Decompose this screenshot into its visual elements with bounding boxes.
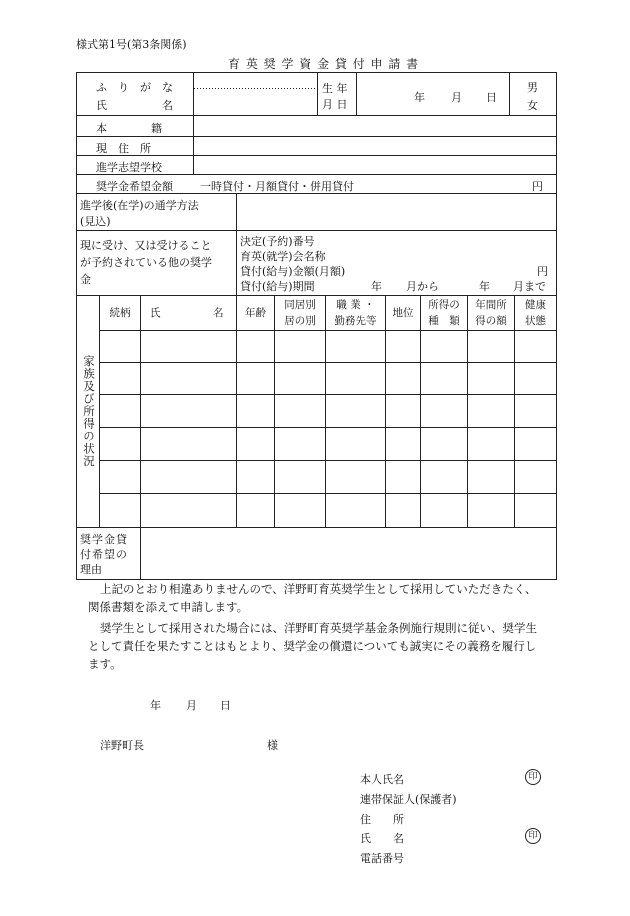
header-job-2: 勤務先等: [334, 315, 377, 327]
period-month-to: 月まで: [513, 280, 546, 293]
guarantor-label: 連帯保証人(保護者): [360, 793, 457, 806]
birth-day: 日: [486, 91, 497, 104]
reason-label-2: 付希望の: [80, 548, 128, 561]
birth-year: 年: [414, 91, 425, 104]
monthly-amount-label: 貸付(給与)金額(月額): [240, 265, 346, 278]
reason-label-1: 奨学金貸: [80, 533, 128, 546]
birth-label-2: 月 日: [322, 98, 348, 111]
guarantor-name-label: 氏 名: [360, 832, 404, 845]
header-income-type-2: 種 類: [428, 315, 460, 327]
date-day: 日: [220, 699, 231, 712]
page-title: 育 英 奨 学 資 金 貸 付 申 請 書: [228, 57, 420, 71]
other-scholarship-label-2: が予約されている他の奨学: [80, 256, 212, 269]
period-label: 貸付(給与)期間: [240, 280, 315, 293]
header-income-amount-2: 得の額: [475, 315, 507, 327]
header-health-1: 健康: [525, 299, 546, 311]
guarantor-phone-label: 電話番号: [360, 852, 404, 865]
header-name-1: 氏: [150, 307, 161, 319]
amount-label: 奨学金希望金額: [96, 180, 173, 193]
period-year-from: 年: [371, 280, 382, 293]
header-job-1: 職 業 ・: [336, 299, 375, 311]
guarantor-address-label: 住 所: [360, 813, 404, 826]
header-income-amount-1: 年間所: [475, 299, 507, 311]
birth-month: 月: [451, 91, 462, 104]
seal-icon: 印: [525, 828, 541, 844]
monthly-amount-yen: 円: [537, 265, 548, 278]
header-income-type-1: 所得の: [428, 299, 460, 311]
amount-yen: 円: [532, 180, 543, 193]
commute-label-1: 進学後(在学)の通学方法: [80, 199, 199, 212]
commute-label-2: (見込): [80, 215, 111, 228]
header-age: 年齢: [245, 307, 266, 319]
header-cohabit-1: 同居別: [284, 299, 316, 311]
birth-label-1: 生 年: [322, 82, 348, 95]
date-month: 月: [186, 699, 197, 712]
period-year-to: 年: [479, 280, 490, 293]
reason-label-3: 理由: [80, 563, 102, 576]
amount-options: 一時貸付・月額貸付・併用貸付: [200, 180, 354, 193]
form-number: 様式第1号(第3条関係): [76, 38, 187, 51]
header-position: 地位: [392, 307, 414, 319]
declaration-p2-l3: ます。: [88, 657, 122, 671]
header-health-2: 状態: [525, 315, 546, 327]
gender-male: 男: [527, 81, 538, 94]
declaration-p2-l2: として責任を果たすことはもとより、奨学金の償還についても誠実にその義務を履行し: [88, 639, 537, 653]
header-name-2: 名: [213, 307, 224, 319]
period-month-from: 月から: [406, 280, 439, 293]
school-label: 進学志望学校: [96, 161, 162, 174]
other-scholarship-label-3: 金: [80, 273, 91, 286]
declaration-p1-l2: 関係書類を添えて申請します。: [88, 600, 249, 614]
header-relation: 続柄: [109, 307, 131, 319]
declaration-p1-l1: 上記のとおり相違ありませんので、洋野町育英奨学生として採用していただきたく、: [100, 582, 537, 596]
honseki-label: 本 籍: [96, 122, 162, 135]
other-scholarship-label-1: 現に受け、又は受けること: [80, 239, 212, 252]
addressee-sama: 様: [267, 739, 278, 752]
furigana-label: ふ り が な: [96, 81, 173, 94]
date-year: 年: [150, 699, 161, 712]
addressee-mayor: 洋野町長: [100, 739, 144, 752]
association-name-label: 育英(就学)会名称: [240, 250, 326, 263]
name-label: 氏 名: [96, 99, 173, 112]
header-cohabit-2: 居の別: [284, 315, 316, 327]
decision-number-label: 決定(予約)番号: [240, 235, 315, 248]
declaration-p2-l1: 奨学生として採用された場合には、洋野町育英奨学基金条例施行規則に従い、奨学生: [100, 621, 537, 635]
seal-icon: 印: [525, 769, 541, 785]
gender-female: 女: [527, 99, 538, 112]
family-side-label: 家族及び所得の状況: [82, 355, 96, 468]
applicant-name-label: 本人氏名: [360, 773, 404, 786]
address-label: 現 住 所: [96, 142, 151, 155]
